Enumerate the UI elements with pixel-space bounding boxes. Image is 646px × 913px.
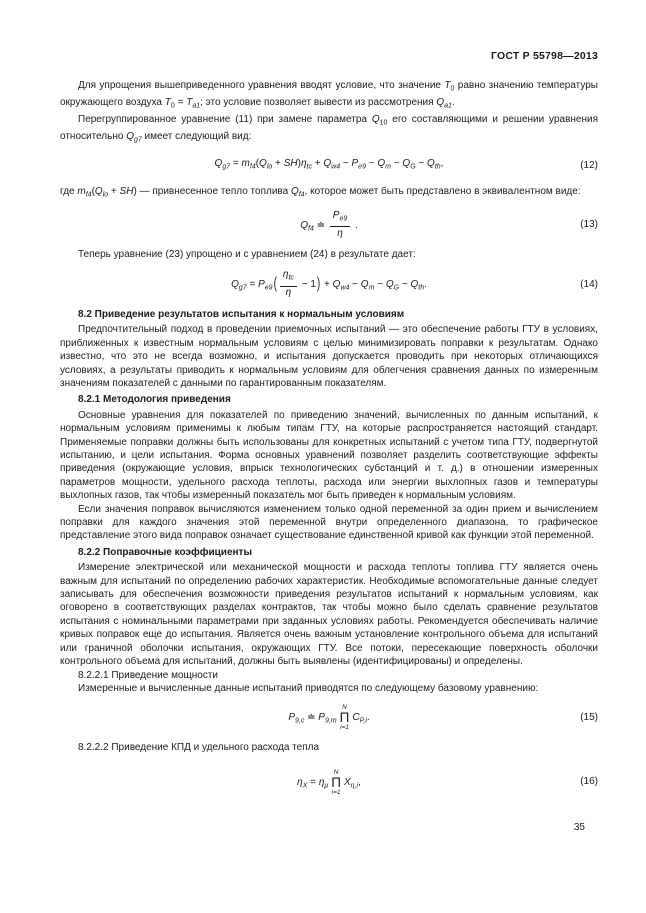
page-number: 35 [573, 822, 585, 833]
paragraph: Измеренные и вычисленные данные испытаний приводятся по следующему базовому уравнению: [78, 682, 539, 694]
document-header [60, 50, 598, 62]
equation-number: (12) [580, 159, 598, 171]
paragraph: Основные уравнения для показателей по приведению значений, вычисленных по данным испытаний, к нормальным условиям применимы к любым типам ГТУ, на которые распространяется настоящий стандарт. Применяемые поправки должны быть использованы для конкретных испытаний с учетом типа ГТУ, подвергнутой испытанию, и цели испытания. Форма основных уравнений позволяет разделить соответствующие эффекты приведения (окружающие условия, впрыск технологических субстанций и т. д.) в отношении измеренных параметров мощности, удельного расхода теплоты, расхода или энергии выхлопных газов и температуры выхлопных газов, так чтобы измеренный показатель мог быть приведен к нормальным условиям. [60, 409, 598, 502]
equation-body: $Q_{f4}$ ≐ $\frac{P_{e9}}{\eta}$ . [300, 209, 358, 239]
product-operator: N Π i=1 [331, 768, 341, 796]
equation-number: (15) [580, 711, 598, 723]
paragraph: Перегруппированное уравнение (11) при замене параметра $Q_{10}$ его составляющими и решении уравнения относительно $Q_{g7}$ имеет следующий вид: [60, 113, 598, 144]
paragraph: где $m_{f4}(Q_{lo} + SH)$ — привнесенное тепло топлива $Q_{f4}$, которое может быть представлено в эквивалентном виде: [60, 185, 581, 199]
equation [60, 704, 598, 731]
equation [60, 156, 598, 176]
document-body [60, 79, 598, 796]
equation-number: (16) [580, 776, 598, 788]
equation-number: (13) [580, 218, 598, 230]
section-heading: 8.2.1 Методология приведения [78, 394, 231, 406]
equation [60, 270, 598, 299]
fraction: $\frac{\eta_{tc}}{\eta}$ [280, 270, 297, 299]
paragraph: Предпочтительный подход в проведении приемочных испытаний — это обеспечение работы ГТУ в условиях, приближенных к известным нормальным условиям с целью минимизировать поправки к результатам. Однако известно, что это не всегда возможно, и испытания допускается проводить при некоторых отличающихся условиях, а результаты приводить к нормальным условиям для облегчения сравнения данных по измеренным значениям показателей с данными по гарантированным показателям. [60, 324, 598, 389]
paragraph: 8.2.2.1 Приведение мощности [78, 669, 218, 681]
equation-number: (14) [580, 278, 598, 290]
paragraph: Если значения поправок вычисляются изменением только одной переменной за один прием и вычислением поправки для каждого значения этой переменной внутри определенного диапазона, то графическое представление этого вида поправок означает существование единственной кривой как функции этой переменной. [60, 503, 598, 542]
equation-body: $Q_{g7} = P_{e9}$( $\frac{\eta_{tc}}{\eta}$ − $1) + Q_{w4} - Q_m - Q_G - Q_{th}$. [231, 269, 427, 299]
paragraph: 8.2.2.2 Приведение КПД и удельного расхода тепла [78, 742, 320, 754]
section-heading: 8.2 Приведение результатов испытания к нормальным условиям [78, 308, 405, 320]
equation [60, 211, 598, 240]
standard-number: ГОСТ Р 55798—2013 [490, 50, 598, 62]
paragraph: Теперь уравнение (23) упрощено и с уравнением (24) в результате дает: [78, 249, 416, 261]
section-heading: 8.2.2 Поправочные коэффициенты [78, 546, 252, 558]
document-content [60, 50, 598, 805]
equation-body: $P_{9,c}$ ≐ $P_{9,m}$ N Π i=1 $C_{P,i}$. [288, 704, 370, 732]
fraction: $\frac{P_{e9}}{\eta}$ [330, 211, 350, 240]
equation-body: $\eta_X = \eta_\mu$ N Π i=1 $X_{\eta,i}$, [297, 768, 361, 796]
equation [60, 769, 598, 796]
equation-body: $Q_{g7} = m_{f4}(Q_{lo} + SH)\eta_{tc} + Q_{w4} - P_{e9} - Q_m - Q_G - Q_{th}$, [214, 157, 444, 171]
paragraph: Измерение электрической или механической мощности и расхода теплоты топлива ГТУ является очень важным для испытаний по определению рабочих характеристик. Необходимые вспомогательные данные следует записывать для обеспечения возможности приведения результатов испытаний к нормальным условиям, как оговорено в соответствующих разделах контрактов, так чтобы можно было сделать сравнение результатов испытания с номинальными параметрами при заданных условиях работы. Рекомендуется обеспечивать наличие кривых поправок еще до испытания. Является очень важным установление контрольного объема для испытаний или граничной оболочки испытания, окружающих ГТУ. Все потоки, пересекающие поверхность оболочки контрольного объема для испытаний, должны быть выявлены (идентифицированы) и определены. [60, 562, 598, 668]
paragraph: Для упрощения вышеприведенного уравнения вводят условие, что значение $T_0$ равно значению температуры окружающего воздуха $T_0 = T_{a1}$; это условие позволяет вывести из рассмотрения $Q_{a1}$. [60, 80, 598, 110]
product-operator: N Π i=1 [339, 704, 350, 732]
